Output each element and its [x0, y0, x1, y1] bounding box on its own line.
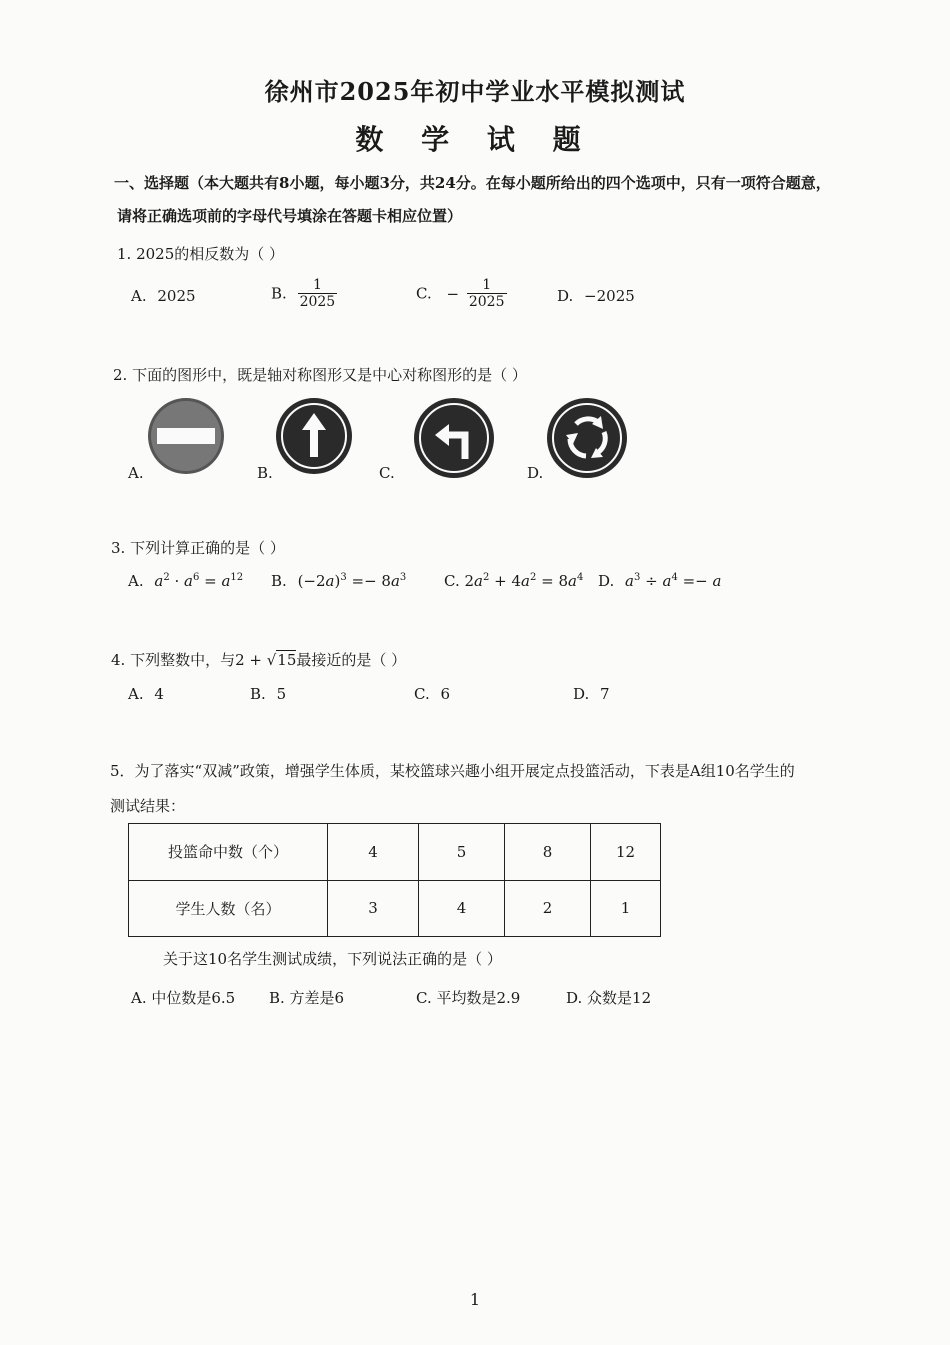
q3-option-c: [444, 572, 583, 590]
straight-ahead-sign-icon: [275, 397, 353, 475]
table-cell: 1: [591, 880, 661, 937]
option-label: C.: [444, 572, 460, 590]
option-value: −2025: [584, 287, 635, 305]
q2-stem: 2. 下面的图形中，既是轴对称图形又是中心对称图形的是（ ）: [113, 366, 527, 384]
denominator: 2025: [299, 294, 336, 310]
no-entry-sign-icon: [147, 397, 225, 475]
q5-option-d: D. 众数是12: [566, 989, 652, 1007]
stem-text: 4. 下列整数中，与2 +: [111, 651, 267, 669]
q1-option-d: [557, 287, 635, 305]
table-cell: 8: [505, 824, 591, 881]
q3-option-b: [271, 572, 406, 590]
table-cell: 4: [419, 880, 505, 937]
stem-text: 最接近的是（ ）: [296, 651, 407, 669]
table-row: [129, 880, 661, 937]
q3-option-d: [598, 572, 721, 590]
option-label: C.: [414, 685, 430, 703]
section1-instruction-line1: 一、选择题（本大题共有8小题，每小题3分，共24分。在每小题所给出的四个选项中，只有一项符合题意，: [114, 174, 831, 192]
option-expression: $2a^2 + 4a^2 = 8a^4$: [464, 572, 584, 590]
option-label: B.: [250, 685, 266, 703]
q3-option-a: [128, 572, 243, 590]
table-row-header: 投篮命中数（个）: [129, 824, 328, 881]
table-cell: 3: [328, 880, 419, 937]
q5-option-c: C. 平均数是2.9: [416, 989, 521, 1007]
table-row: [129, 824, 661, 881]
q1-stem: 1. 2025的相反数为（ ）: [117, 245, 285, 263]
minus-sign: −: [446, 284, 460, 303]
q1-option-b: [271, 277, 337, 310]
numerator: 1: [482, 277, 492, 293]
table-cell: 5: [419, 824, 505, 881]
q2-option-c-label: C.: [379, 464, 395, 482]
q5-option-b: B. 方差是6: [269, 989, 345, 1007]
option-label: D.: [557, 287, 574, 305]
option-label: D.: [598, 572, 615, 590]
radicand: 15: [277, 651, 297, 669]
option-value: 6: [440, 685, 451, 703]
q4-option-c: [414, 685, 450, 703]
q1-option-c: [416, 277, 507, 310]
option-label: B.: [271, 572, 287, 590]
option-value: 7: [600, 685, 610, 703]
option-label: A.: [128, 685, 144, 703]
option-value: 2025: [157, 287, 196, 305]
q4-option-d: [573, 685, 610, 703]
option-expression: $a^3 \div a^4 =- a$: [625, 572, 722, 590]
table-cell: 2: [505, 880, 591, 937]
q5-question: 关于这10名学生测试成绩，下列说法正确的是（ ）: [163, 950, 502, 968]
exam-title: 徐州市2025年初中学业水平模拟测试: [264, 77, 686, 106]
q4-stem: [111, 649, 406, 670]
roundabout-sign-icon: [546, 397, 628, 479]
turn-left-sign-icon: [413, 397, 495, 479]
section1-instruction-line2: 请将正确选项前的字母代号填涂在答题卡相应位置）: [117, 207, 463, 225]
denominator: 2025: [468, 294, 505, 310]
q2-option-b-label: B.: [257, 464, 273, 482]
numerator: 1: [312, 277, 322, 293]
table-cell: 12: [591, 824, 661, 881]
option-expression: $(-2a)^3 =- 8a^3$: [297, 572, 407, 590]
option-value: 5: [276, 685, 287, 703]
exam-subtitle: 数 学 试 题: [355, 123, 595, 156]
q5-stem-line2: 测试结果：: [110, 797, 186, 815]
q5-stem-line1: 5．为了落实“双减”政策，增强学生体质，某校篮球兴趣小组开展定点投篮活动，下表是A组10名学生的: [110, 762, 795, 780]
fraction: [467, 277, 507, 310]
q4-option-a: [128, 685, 164, 703]
option-expression: $a^2 \cdot a^6 = a^{12}$: [154, 572, 244, 590]
fraction: [298, 277, 338, 310]
q3-stem: 3. 下列计算正确的是（ ）: [111, 539, 285, 557]
table-row-header: 学生人数（名）: [129, 880, 328, 937]
sqrt-symbol: √: [266, 651, 277, 669]
q2-option-d-label: D.: [527, 464, 544, 482]
option-value: 4: [154, 685, 164, 703]
option-label: A.: [128, 572, 144, 590]
option-label: C.: [416, 284, 432, 303]
option-label: A.: [131, 287, 147, 305]
q5-option-a: A. 中位数是6.5: [131, 989, 236, 1007]
shooting-results-table: [128, 823, 661, 937]
q2-option-a-label: A.: [128, 464, 144, 482]
q4-option-b: [250, 685, 286, 703]
table-cell: 4: [328, 824, 419, 881]
option-label: B.: [271, 284, 287, 303]
option-label: D.: [573, 685, 590, 703]
page-number: 1: [469, 1290, 481, 1309]
q1-option-a: [131, 287, 196, 305]
